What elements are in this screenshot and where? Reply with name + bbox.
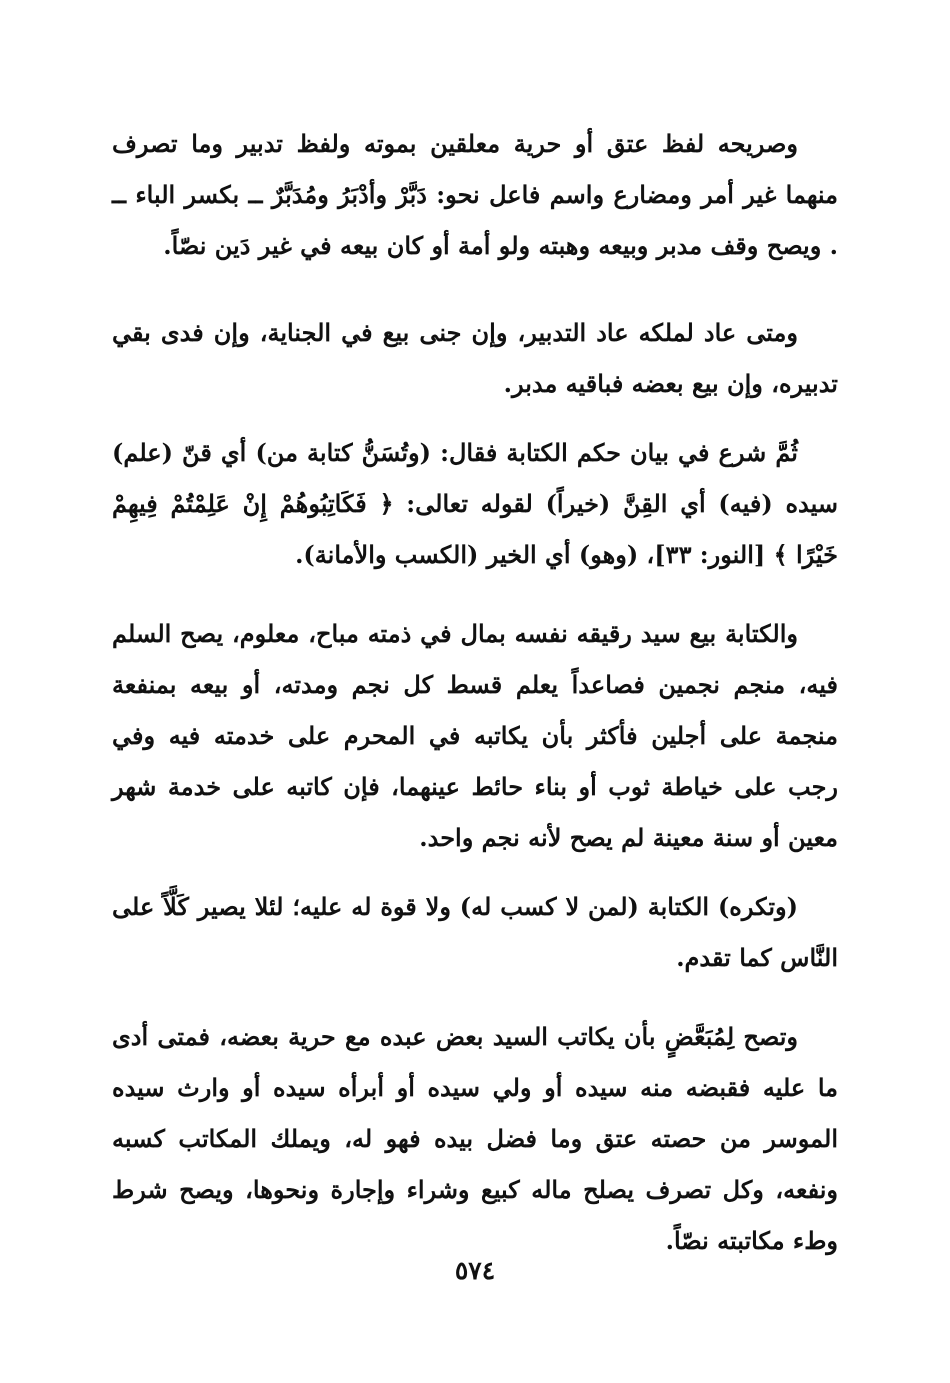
paragraph-5: (وتكره) الكتابة (لمن لا كسب له) ولا قوة له عليه؛ لئلا يصير كَلَّاً على النَّاس كما تقدم. bbox=[112, 892, 838, 972]
paragraph-1: وصريحه لفظ عتق أو حرية معلقين بموته ولفظ تدبير وما تصرف منهما غير أمر ومضارع واسم فاعل نحو: دَبَّرْ وأدْبَرُ ومُدَبَّرٌ ــ بكسر الباء ــ . ويصح وقف مدبر وبيعه وهبته ولو أمة أو كان بيعه في غير دَين نصّاً. bbox=[112, 129, 838, 260]
paragraph-2: ومتى عاد لملكه عاد التدبير، وإن جنى بيع في الجناية، وإن فدى بقي تدبيره، وإن بيع بعضه فباقيه مدبر. bbox=[112, 318, 838, 398]
page-number: ٥٧٤ bbox=[454, 1256, 496, 1285]
paragraph-4: والكتابة بيع سيد رقيقه نفسه بمال في ذمته مباح، معلوم، يصح السلم فيه، منجم نجمين فصاعداً يعلم قسط كل نجم ومدته، أو بيعه بمنفعة منجمة على أجلين فأكثر بأن يكاتبه في المحرم على خدمته فيه وفي رجب على خياطة ثوب أو بناء حائط عينهما، فإن كاتبه على خدمة شهر معين أو سنة معينة لم يصح لأنه نجم واحد. bbox=[112, 619, 838, 852]
page-body bbox=[112, 118, 838, 1266]
paragraph-3: ثُمَّ شرع في بيان حكم الكتابة فقال: (وتُسَنُّ كتابة من) أي قنّ (علم) سيده (فيه) أي القِنَّ (خيراً) لقوله تعالى: ﴿ فَكَاتِبُوهُمْ إِنْ عَلِمْتُمْ فِيهِمْ خَيْرًا ﴾ [النور: ٣٣]، (وهو) أي الخير (الكسب والأمانة). bbox=[112, 438, 838, 569]
paragraph-6: وتصح لِمُبَعَّضٍ بأن يكاتب السيد بعض عبده مع حرية بعضه، فمتى أدى ما عليه فقبضه منه سيده أو ولي سيده أو أبرأه سيده أو وارث سيده الموسر من حصته عتق وما فضل بيده فهو له، ويملك المكاتب كسبه ونفعه، وكل تصرف يصلح ماله كبيع وشراء وإجارة ونحوها، ويصح شرط وطء مكاتبته نصّاً. bbox=[112, 1022, 838, 1255]
